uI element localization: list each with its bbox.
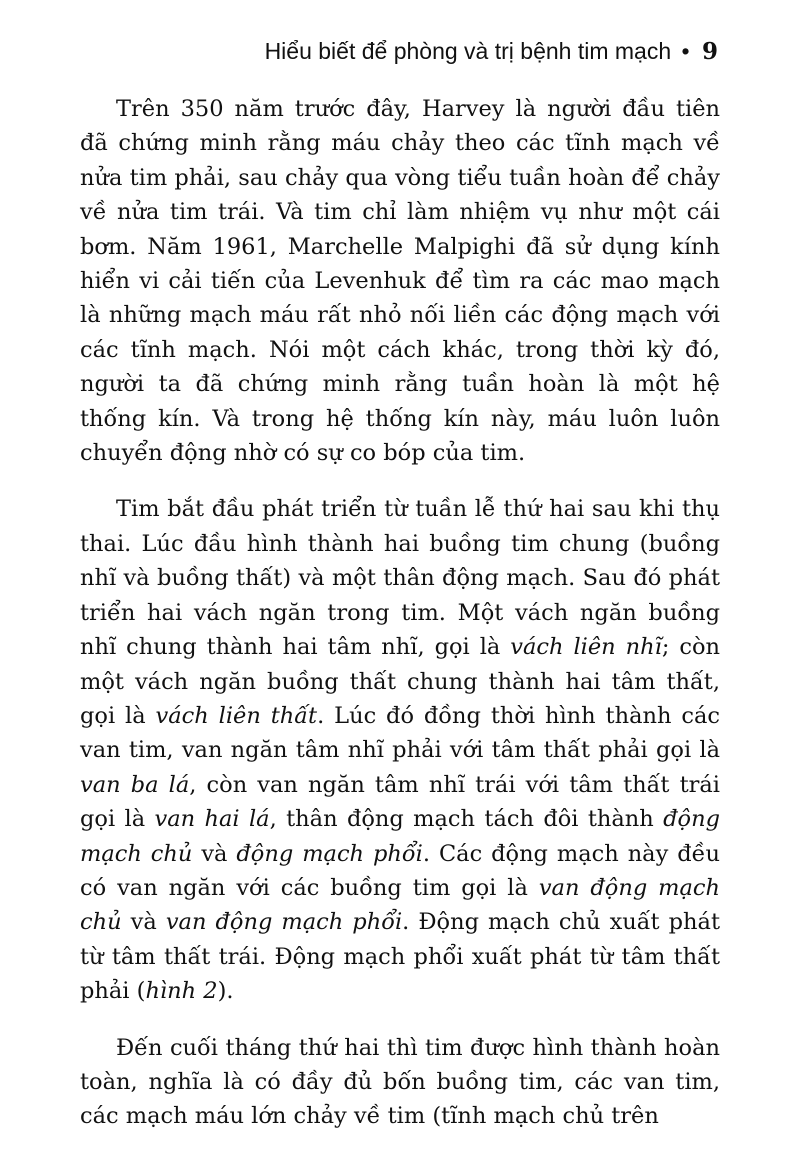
text-run: . Các động mạch này đều có van ngăn với các buồng tim gọi là — [80, 840, 720, 901]
italic-term: vách liên nhĩ — [510, 634, 662, 661]
text-run: Tim bắt đầu phát triển từ tuần lễ thứ hai sau khi thụ thai. Lúc đầu hình thành hai buồng tim chung (buồng nhĩ và buồng thất) và một thân động mạch. Sau đó phát triển hai vách ngăn trong tim. Một vách ngăn buồng nhĩ chung thành hai tâm nhĩ, gọi là — [80, 496, 720, 661]
italic-term: vách liên thất — [155, 702, 318, 729]
text-run: Trên 350 năm trước đây, Harvey là người đầu tiên đã chứng minh rằng máu chảy theo các tĩnh mạch về nửa tim phải, sau chảy qua vòng tiểu tuần hoàn để chảy về nửa tim trái. Và tim chỉ làm nhiệm vụ như một cái bơm. Năm 1961, Marchelle Malpighi đã sử dụng kính hiển vi cải tiến của Levenhuk để tìm ra các mao mạch là những mạch máu rất nhỏ nối liền các động mạch với các tĩnh mạch. Nói một cách khác, trong thời kỳ đó, người ta đã chứng minh rằng tuần hoàn là một hệ thống kín. Và trong hệ thống kín này, máu luôn luôn chuyển động nhờ có sự co bóp của tim. — [80, 96, 720, 467]
italic-term: van hai lá — [154, 806, 270, 833]
italic-term: động mạch chủ — [80, 806, 720, 867]
text-run: Đến cuối tháng thứ hai thì tim được hình thành hoàn toàn, nghĩa là có đầy đủ bốn buồng tim, các van tim, các mạch máu lớn chảy về tim (tĩnh mạch chủ trên — [80, 1034, 720, 1130]
text-run: , còn van ngăn tâm nhĩ trái với tâm thất trái gọi là — [80, 771, 720, 833]
italic-term: van ba lá — [80, 771, 190, 798]
text-run: ; còn một vách ngăn buồng thất chung thành hai tâm thất, gọi là — [80, 634, 720, 729]
italic-term: động mạch phổi — [236, 840, 423, 867]
italic-term: hình 2 — [145, 978, 218, 1005]
page-number: 9 — [701, 38, 718, 65]
paragraph — [80, 492, 720, 1008]
text-run: và — [192, 840, 237, 867]
italic-term: van động mạch phổi — [165, 909, 403, 936]
text-run: . Lúc đó đồng thời hình thành các van tim, van ngăn tâm nhĩ phải với tâm thất phải gọi là — [80, 702, 720, 764]
body-text — [80, 92, 720, 1156]
header-bullet: • — [681, 38, 690, 64]
paragraph — [80, 92, 720, 470]
text-run: ). — [217, 978, 234, 1005]
header-title: Hiểu biết để phòng và trị bệnh tim mạch — [264, 38, 672, 64]
running-header — [265, 38, 718, 65]
text-run: , thân động mạch tách đôi thành — [269, 806, 664, 833]
paragraph — [80, 1031, 720, 1134]
text-run: và — [121, 909, 166, 936]
italic-term: van động mạch chủ — [80, 874, 720, 936]
text-run: . Động mạch chủ xuất phát từ tâm thất trái. Động mạch phổi xuất phát từ tâm thất phải ( — [80, 909, 720, 1005]
